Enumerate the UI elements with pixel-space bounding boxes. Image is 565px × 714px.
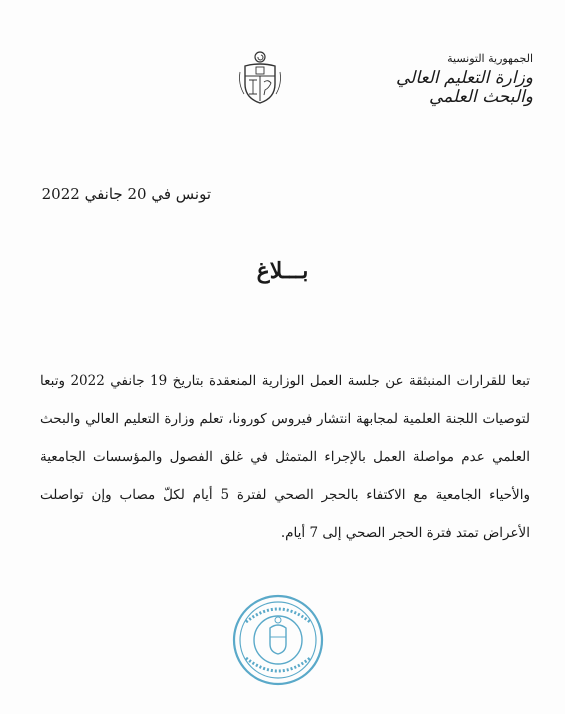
ministry-seal-stamp-icon	[230, 592, 326, 688]
republic-name: الجمهورية التونسية	[447, 52, 533, 65]
dateline: تونس في 20 جانفي 2022	[41, 185, 211, 203]
ministry-name: وزارة التعليم العالي	[395, 68, 533, 88]
tunisia-coat-of-arms-icon	[236, 50, 284, 106]
ministry-name-line2: والبحث العلمي	[428, 87, 533, 107]
announcement-body: تبعا للقرارات المنبثقة عن جلسة العمل الوزارية المنعقدة بتاريخ 19 جانفي 2022 وتبعا لتوصيات اللجنة العلمية لمجابهة انتشار فيروس كورونا، تعلم وزارة التعليم العالي والبحث العلمي عدم مواصلة العمل بالإجراء المتمثل في غلق الفصول والمؤسسات الجامعية والأحياء الجامعية مع الاكتفاء بالحجر الصحي لفترة 5 أيام لكلّ مصاب وإن تواصلت الأعراض تمتد فترة الحجر الصحي إلى 7 أيام.	[40, 373, 530, 541]
letterhead	[396, 52, 533, 107]
announcement-title: بـــلاغ	[256, 258, 309, 284]
